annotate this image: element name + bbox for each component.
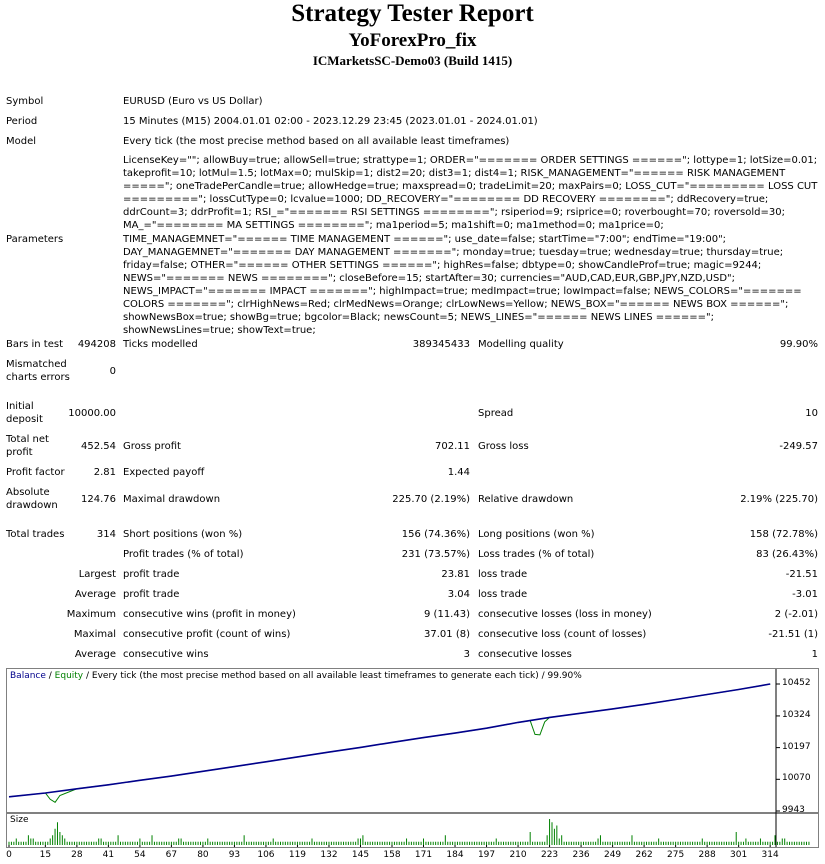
- largest-profit-label: profit trade: [123, 569, 180, 580]
- period-value: 15 Minutes (M15) 2004.01.01 02:00 - 2023.12.29 23:45 (2023.01.01 - 2024.01.01): [123, 116, 538, 127]
- x-tick-label: 288: [698, 850, 716, 860]
- deposit-label-2: deposit: [6, 414, 43, 425]
- symbol-label: Symbol: [6, 96, 44, 107]
- maxdd-value: 225.70 (2.19%): [392, 494, 470, 505]
- cons-wins-money-value: 9 (11.43): [424, 609, 470, 620]
- size-label: Size: [10, 815, 29, 825]
- average-label: Average: [74, 589, 116, 600]
- x-tick-label: 106: [257, 850, 275, 860]
- x-tick-label: 171: [414, 850, 433, 860]
- x-tick-label: 301: [730, 850, 748, 860]
- reldd-label: Relative drawdown: [478, 494, 574, 505]
- x-tick-label: 145: [351, 850, 370, 860]
- cons-losses-money-value: 2 (-2.01): [774, 609, 818, 620]
- period-label: Period: [6, 116, 38, 127]
- quality-label: Modelling quality: [478, 339, 564, 350]
- netprofit-label-1: Total net: [6, 434, 49, 445]
- mismatch-value: 0: [109, 366, 116, 377]
- x-tick-label: 262: [635, 850, 653, 860]
- ticks-value: 389345433: [412, 339, 470, 350]
- y-tick-label: 10070: [782, 773, 811, 784]
- x-tick-label: 197: [477, 850, 496, 860]
- mismatch-label-2: charts errors: [6, 372, 70, 383]
- avg-cons-losses-value: 1: [811, 649, 818, 660]
- profit-factor-label: Profit factor: [6, 467, 65, 478]
- largest-loss-label: loss trade: [478, 569, 528, 580]
- quality-value: 99.90%: [779, 339, 818, 350]
- largest-profit-value: 23.81: [441, 569, 470, 580]
- cons-loss-count-label: consecutive loss (count of losses): [478, 629, 647, 640]
- report-title: Strategy Tester Report: [291, 0, 534, 27]
- maxdd-label: Maximal drawdown: [123, 494, 221, 505]
- legend-separator: /: [45, 671, 55, 681]
- x-tick-label: 119: [288, 850, 307, 860]
- server-build: ICMarketsSC-Demo03 (Build 1415): [312, 53, 513, 68]
- loss-trades-value: 83 (26.43%): [756, 549, 818, 560]
- y-tick-label: 9943: [782, 805, 805, 815]
- x-tick-label: 158: [383, 850, 401, 860]
- balance-line: [9, 684, 770, 797]
- legend-equity: Equity: [54, 671, 84, 681]
- x-tick-label: 93: [228, 850, 241, 860]
- x-tick-label: 210: [509, 850, 527, 860]
- expert-name: YoForexPro_fix: [348, 30, 477, 51]
- grossprofit-value: 702.11: [435, 441, 470, 452]
- x-tick-label: 223: [540, 850, 559, 860]
- largest-loss-value: -21.51: [785, 569, 818, 580]
- short-positions-label: Short positions (won %): [123, 529, 243, 540]
- bars-label: Bars in test: [6, 339, 63, 350]
- profit-factor-value: 2.81: [93, 467, 116, 478]
- netprofit-label-2: profit: [6, 447, 33, 458]
- netprofit-value: 452.54: [81, 441, 116, 452]
- long-positions-label: Long positions (won %): [478, 529, 595, 540]
- x-tick-label: 249: [603, 850, 622, 860]
- cons-loss-count-value: -21.51 (1): [768, 629, 818, 640]
- legend-balance: Balance: [10, 671, 46, 681]
- chart-canvas: [7, 669, 818, 847]
- grossloss-value: -249.57: [779, 441, 818, 452]
- cons-losses-money-label: consecutive losses (loss in money): [478, 609, 652, 620]
- y-tick-label: 10452: [782, 677, 811, 688]
- cons-wins-money-label: consecutive wins (profit in money): [123, 609, 296, 620]
- x-tick-label: 15: [39, 850, 52, 860]
- absdd-value: 124.76: [81, 494, 116, 505]
- x-tick-label: 314: [761, 850, 779, 860]
- average-profit-label: profit trade: [123, 589, 180, 600]
- x-tick-label: 67: [165, 850, 178, 860]
- model-label: Model: [6, 136, 37, 147]
- parameters-value: LicenseKey=""; allowBuy=true; allowSell=true; strattype=1; ORDER="======= ORDER SETTINGS ======"; lottype=1; lotSize=0.01; takeprofit=10; lotMul=1.5; lotMax=0; mulSkip=1; dist2=20; dist3=1; dist4=1; RISK_MANAGEMENT="====== RISK MANAGEMENT ====="; oneTradePerCandle=true; allowHedge=true; maxspread=0; tradeLimit=20; maxPairs=0; LOSS_CUT="========= LOSS CUT ========="; lossCutType=0; lcvalue=1000; DD_RECOVERY="======== DD RECOVERY ========"; ddRecovery=true; ddrCount=3; ddrProfit=1; RSI_="======= RSI SETTINGS ========"; rsiperiod=9; rsiprice=0; roverbought=70; roversold=30; MA_="======== MA SETTINGS ========"; ma1period=5; ma1shift=0; ma1method=0; ma1price=0; TIME_MANAGEMNET="====== TIME MANAGEMENT ======"; use_date=false; startTime="7:00"; endTime="19:00"; DAY_MANAGEMNET="======= DAY MANAGEMENT ======="; monday=true; tuesday=true; wednesday=true; thursday=true; friday=false; OTHER="====== OTHER SETTINGS ======"; highRes=false; dbtype=0; showCandleProf=true; magic=9244; NEWS="======= NEWS ========"; closeBefore=15; startAfter=30; currencies="AUD,CAD,EUR,GBP,JPY,NZD,USD"; NEWS_IMPACT="======= IMPACT ======="; highImpact=true; medImpact=true; lowImpact=false; NEWS_COLORS="======= COLORS ======="; clrHighNews=Red; clrMedNews=Orange; clrLowNews=Yellow; NEWS_BOX="====== NEWS BOX ======"; showNewsBox=true; showBg=true; bgcolor=Black; newsCount=5; NEWS_LINES="====== NEWS LINES ======"; showNewsLines=true; showText=true;: [123, 155, 818, 337]
- y-tick-label: 10197: [782, 741, 811, 752]
- avg-cons-wins-label: consecutive wins: [123, 649, 209, 660]
- total-trades-value: 314: [96, 529, 116, 540]
- y-tick-label: 10324: [782, 709, 811, 720]
- grossprofit-label: Gross profit: [123, 441, 181, 452]
- ticks-label: Ticks modelled: [123, 339, 198, 350]
- absdd-label-2: drawdown: [6, 500, 58, 511]
- avg-cons-wins-value: 3: [463, 649, 470, 660]
- profit-trades-label: Profit trades (% of total): [123, 549, 244, 560]
- payoff-value: 1.44: [447, 467, 470, 478]
- x-tick-label: 236: [572, 850, 590, 860]
- spread-label: Spread: [478, 408, 514, 419]
- grossloss-label: Gross loss: [478, 441, 529, 452]
- largest-label: Largest: [78, 569, 116, 580]
- payoff-label: Expected payoff: [123, 467, 205, 478]
- reldd-value: 2.19% (225.70): [740, 494, 818, 505]
- bars-value: 494208: [77, 339, 116, 350]
- cons-profit-count-label: consecutive profit (count of wins): [123, 629, 291, 640]
- mismatch-label-1: Mismatched: [6, 359, 67, 370]
- legend-description: / Every tick (the most precise method based on all available least timeframes to generate each tick) / 99.90%: [83, 671, 582, 681]
- absdd-label-1: Absolute: [6, 487, 50, 498]
- maximum-label: Maximum: [66, 609, 116, 620]
- x-tick-label: 54: [134, 850, 146, 860]
- long-positions-value: 158 (72.78%): [749, 529, 818, 540]
- x-tick-label: 28: [71, 850, 83, 860]
- deposit-label-1: Initial: [6, 401, 34, 412]
- avg-cons-losses-label: consecutive losses: [478, 649, 572, 660]
- x-tick-label: 184: [446, 850, 464, 860]
- spread-value: 10: [805, 408, 818, 419]
- x-tick-label: 80: [197, 850, 209, 860]
- average-loss-label: loss trade: [478, 589, 528, 600]
- cons-profit-count-value: 37.01 (8): [424, 629, 470, 640]
- total-trades-label: Total trades: [6, 529, 65, 540]
- x-tick-label: 275: [667, 850, 685, 860]
- average-profit-value: 3.04: [447, 589, 470, 600]
- short-positions-value: 156 (74.36%): [401, 529, 470, 540]
- chart-legend: [10, 671, 582, 682]
- x-tick-label: 0: [6, 850, 12, 860]
- maximal-label: Maximal: [73, 629, 116, 640]
- loss-trades-label: Loss trades (% of total): [478, 549, 595, 560]
- average-consecutive-label: Average: [74, 649, 116, 660]
- balance-chart: [6, 668, 819, 848]
- average-loss-value: -3.01: [792, 589, 818, 600]
- profit-trades-value: 231 (73.57%): [401, 549, 470, 560]
- x-tick-label: 41: [102, 850, 115, 860]
- symbol-value: EURUSD (Euro vs US Dollar): [123, 96, 263, 107]
- deposit-value: 10000.00: [68, 408, 116, 419]
- parameters-label: Parameters: [6, 234, 64, 245]
- x-tick-label: 132: [320, 850, 338, 860]
- model-value: Every tick (the most precise method based on all available least timeframes): [123, 136, 510, 147]
